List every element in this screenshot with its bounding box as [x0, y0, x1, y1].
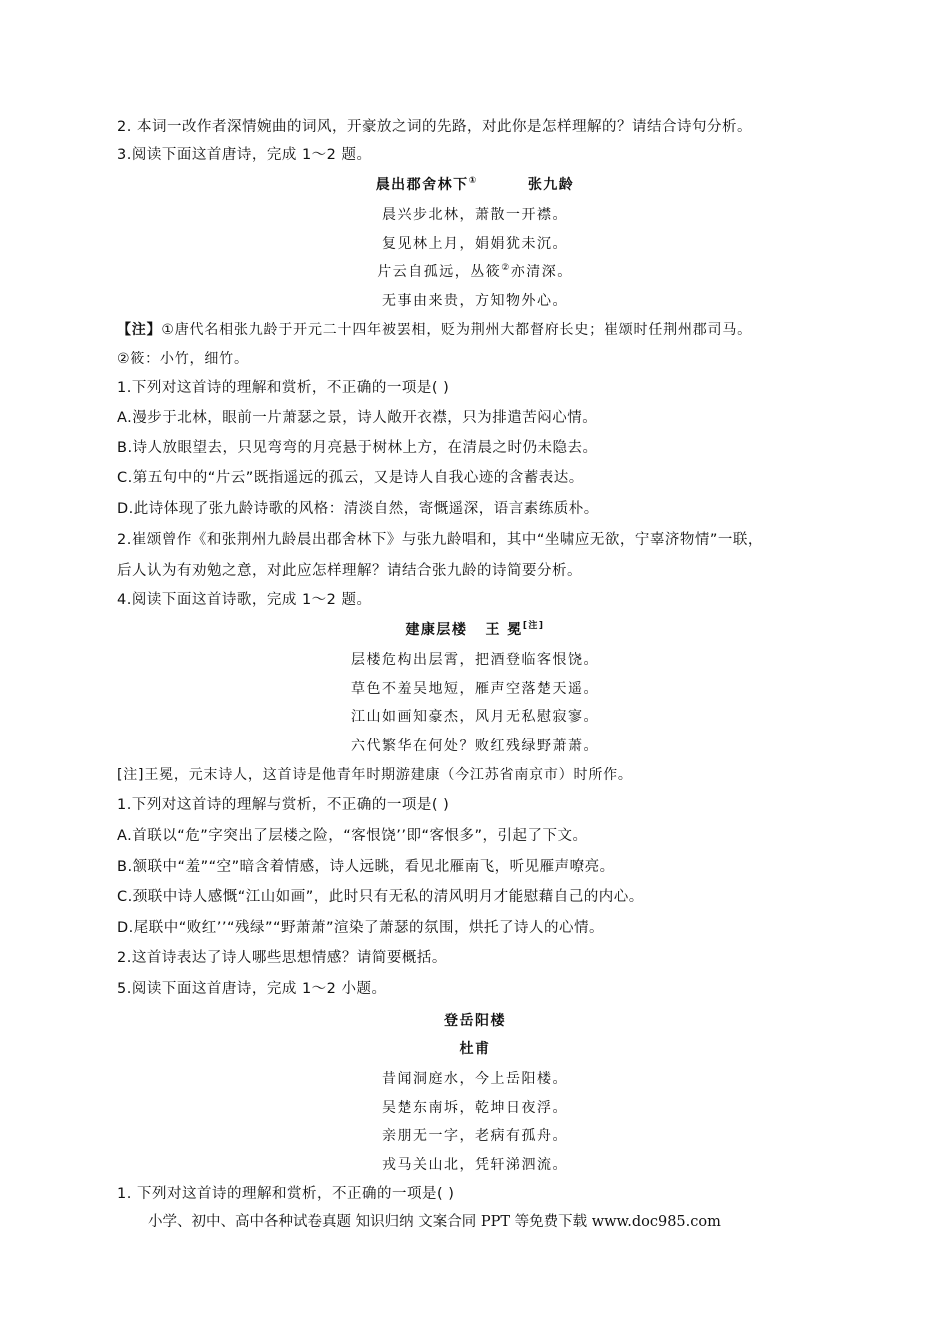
- poem-line: 层楼危构出层霄，把酒登临客恨饶。: [351, 652, 599, 668]
- question-line: 后人认为有劝勉之意，对此应怎样理解？请结合张九龄的诗简要分析。: [117, 563, 582, 579]
- option-line: B.颔联中“羞”“空”暗含着情感，诗人远眺，看见北雁南飞，听见雁声嘹亮。: [117, 859, 615, 875]
- poem-line: 戎马关山北，凭轩涕泗流。: [382, 1157, 568, 1173]
- footnote-marker: ②: [501, 263, 511, 273]
- question-line: 1.下列对这首诗的理解和赏析，不正确的一项是( ): [117, 380, 450, 396]
- poem-note: ②筱：小竹，细竹。: [117, 351, 249, 367]
- poem-line: 复见林上月，娟娟犹未沉。: [382, 236, 568, 252]
- poem-line: 江山如画知豪杰，风月无私慰寂寥。: [351, 709, 599, 725]
- question-line: 1. 下列对这首诗的理解和赏析，不正确的一项是( ): [117, 1186, 455, 1202]
- option-line: B.诗人放眼望去，只见弯弯的月亮悬于树林上方，在清晨之时仍未隐去。: [117, 440, 598, 456]
- section-intro: 4.阅读下面这首诗歌，完成 1～2 题。: [117, 592, 372, 608]
- poem-note: [注]王冕，元末诗人，这首诗是他青年时期游建康（今江苏省南京市）时所作。: [117, 767, 633, 783]
- poem-author: 王 冕: [485, 622, 523, 638]
- section-intro: 5.阅读下面这首唐诗，完成 1～2 小题。: [117, 981, 387, 997]
- poem-title-line: [0, 620, 950, 640]
- poem-line: 亲朋无一字，老病有孤舟。: [382, 1128, 568, 1144]
- poem-line: 六代繁华在何处？败红残绿野萧萧。: [351, 738, 599, 754]
- poem-line: 无事由来贵，方知物外心。: [382, 293, 568, 309]
- question-line: 2.崔颂曾作《和张荆州九龄晨出郡舍林下》与张九龄唱和，其中“坐啸应无欲，宁辜济物情”一联，: [117, 532, 763, 548]
- section-intro: 3.阅读下面这首唐诗，完成 1～2 题。: [117, 147, 372, 163]
- option-line: A.首联以“危”字突出了层楼之险，“客恨饶’’即“客恨多”，引起了下文。: [117, 828, 588, 844]
- option-line: D.尾联中“败红’’“残绿”“野萧萧”渲染了萧瑟的氛围，烘托了诗人的心情。: [117, 920, 605, 936]
- poem-line: 草色不羞吴地短，雁声空落楚天遥。: [351, 681, 599, 697]
- option-line: C.颈联中诗人感慨“江山如画”，此时只有无私的清风明月才能慰藉自己的内心。: [117, 889, 644, 905]
- poem-title: 晨出郡舍林下: [375, 177, 469, 193]
- poem-note: 【注】①唐代名相张九龄于开元二十四年被罢相，贬为荆州大都督府长史；崔颂时任荆州郡司马。: [117, 322, 752, 338]
- question-line: 2. 本词一改作者深情婉曲的词风，开豪放之词的先路，对此你是怎样理解的？请结合诗句分析。: [117, 119, 752, 135]
- question-line: 1.下列对这首诗的理解与赏析，不正确的一项是( ): [117, 797, 450, 813]
- footnote-marker: ①: [468, 176, 478, 186]
- option-line: C.第五句中的“片云”既指遥远的孤云，又是诗人自我心迹的含蓄表达。: [117, 470, 584, 486]
- option-line: A.漫步于北林，眼前一片萧瑟之景，诗人敞开衣襟，只为排遣苦闷心情。: [117, 410, 598, 426]
- poem-line: 晨兴步北林，萧散一开襟。: [382, 207, 568, 223]
- note-label: 【注】: [117, 322, 162, 338]
- poem-title: 建康层楼: [405, 622, 468, 638]
- option-line: D.此诗体现了张九龄诗歌的风格：清淡自然，寄慨遥深，语言素练质朴。: [117, 501, 599, 517]
- poem-line: 片云自孤远，丛筱②亦清深。: [377, 263, 573, 280]
- question-line: 2.这首诗表达了诗人哪些思想情感？请简要概括。: [117, 950, 447, 966]
- footnote-marker: [注]: [522, 621, 545, 631]
- poem-author: 杜甫: [459, 1041, 491, 1057]
- poem-line: 昔闻洞庭水，今上岳阳楼。: [382, 1071, 568, 1087]
- poem-author: 张九龄: [527, 177, 575, 193]
- poem-line: 吴楚东南坼，乾坤日夜浮。: [382, 1100, 568, 1116]
- poem-title: 登岳阳楼: [444, 1013, 506, 1029]
- page-footer: 小学、初中、高中各种试卷真题 知识归纳 文案合同 PPT 等免费下载 www.doc985.com: [148, 1214, 721, 1230]
- poem-title-line: [0, 175, 950, 195]
